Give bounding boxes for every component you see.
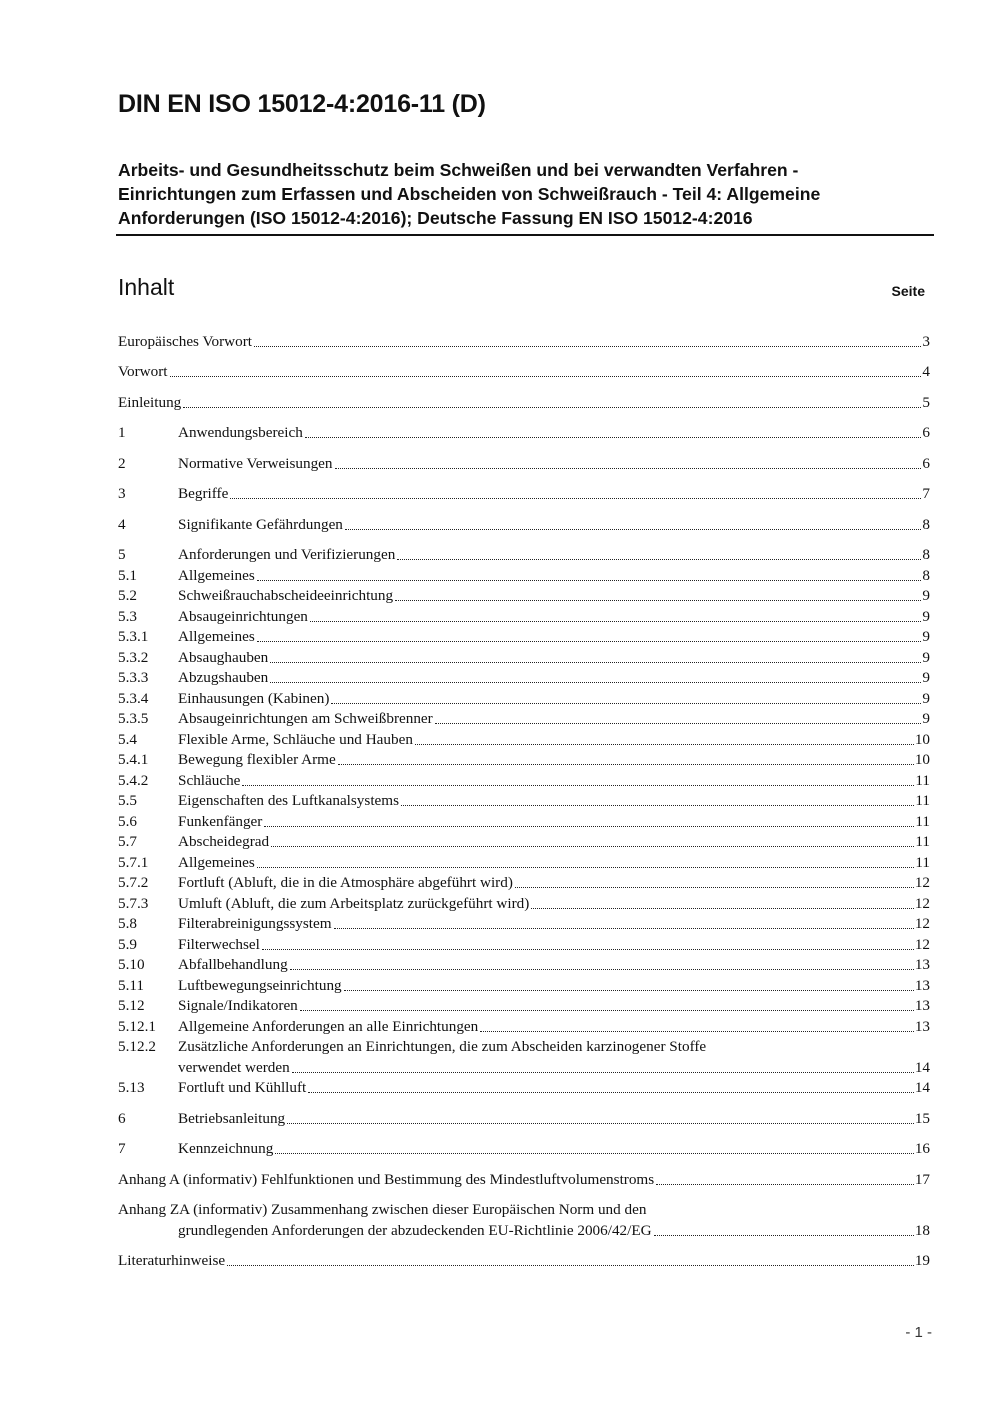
document-id: DIN EN ISO 15012-4:2016-11 (D) — [118, 90, 486, 118]
toc-entry[interactable] — [118, 667, 930, 688]
toc-entry[interactable] — [118, 749, 930, 770]
toc-entry-number: 6 — [118, 1109, 126, 1127]
toc-entry-number: 5.12 — [118, 997, 145, 1014]
toc-entry-page: 11 — [915, 833, 930, 850]
toc-entry-page: 16 — [914, 1140, 930, 1157]
toc-entry[interactable] — [118, 1250, 930, 1271]
page-number: - 1 - — [905, 1324, 932, 1341]
toc-entry-page: 6 — [922, 424, 930, 441]
toc-entry-label: Abscheidegrad — [178, 833, 270, 850]
toc-entry[interactable] — [118, 851, 930, 872]
toc-entry-number: 5 — [118, 546, 126, 563]
toc-entry-number: 5.4.2 — [118, 771, 149, 789]
toc-entry-label: Anhang A (informativ) Fehlfunktionen und Bestimmung des Mindestluftvolumenstroms — [118, 1170, 655, 1188]
toc-entry-label-continued: grundlegenden Anforderungen der abzudeckenden EU-Richtlinie 2006/42/EG — [178, 1221, 652, 1239]
toc-dot-leader — [654, 1235, 914, 1236]
toc-entry-label: Literaturhinweise — [118, 1252, 226, 1269]
toc-entry-label: Signifikante Gefährdungen — [178, 515, 343, 533]
toc-entry-page: 11 — [915, 812, 930, 830]
toc-entry[interactable] — [118, 687, 930, 708]
toc-entry[interactable] — [118, 544, 930, 565]
toc-dot-leader — [275, 1153, 914, 1154]
toc-entry[interactable] — [118, 974, 930, 995]
toc-entry-label: Absaugeinrichtungen am Schweißbrenner — [178, 710, 433, 727]
toc-entry[interactable] — [118, 483, 930, 504]
toc-entry-page: 13 — [914, 1017, 930, 1035]
toc-entry-number: 5.3.4 — [118, 689, 149, 707]
toc-dot-leader — [305, 437, 922, 438]
toc-entry-label: Abzugshauben — [178, 669, 269, 686]
toc-entry-page: 8 — [922, 546, 930, 563]
toc-entry-page: 8 — [922, 566, 930, 584]
toc-entry-page: 9 — [922, 607, 930, 625]
toc-entry-label: Bewegung flexibler Arme — [178, 751, 336, 768]
toc-entry-label: Betriebsanleitung — [178, 1109, 286, 1127]
toc-entry[interactable] — [118, 391, 930, 412]
toc-entry[interactable] — [118, 810, 930, 831]
toc-entry-label: Luftbewegungseinrichtung — [178, 976, 342, 994]
toc-entry[interactable] — [118, 1077, 930, 1098]
toc-entry[interactable] — [118, 913, 930, 934]
toc-entry-number: 7 — [118, 1140, 126, 1157]
toc-entry-label: Eigenschaften des Luftkanalsystems — [178, 792, 399, 809]
toc-entry[interactable] — [118, 1168, 930, 1189]
toc-entry-page: 18 — [914, 1221, 930, 1239]
toc-entry-label: Fortluft (Abluft, die in die Atmosphäre abgeführt wird) — [178, 874, 513, 891]
toc-entry-label: Normative Verweisungen — [178, 454, 333, 472]
toc-entry-number: 5.2 — [118, 587, 137, 604]
toc-entry-page: 15 — [914, 1109, 930, 1127]
toc-entry-page: 13 — [914, 976, 930, 994]
toc-entry-label: Einhausungen (Kabinen) — [178, 689, 330, 707]
toc-entry[interactable] — [118, 872, 930, 893]
toc-dot-leader — [257, 867, 915, 868]
toc-entry-label: Vorwort — [118, 363, 168, 380]
toc-entry[interactable] — [118, 361, 930, 382]
toc-dot-leader — [270, 682, 921, 683]
toc-entry-page: 10 — [914, 751, 930, 768]
toc-heading: Inhalt — [118, 274, 175, 300]
toc-entry[interactable] — [118, 626, 930, 647]
toc-dot-leader — [271, 846, 914, 847]
toc-entry-number: 5.4.1 — [118, 751, 149, 768]
toc-entry[interactable] — [118, 1138, 930, 1159]
toc-entry[interactable] — [118, 995, 930, 1016]
toc-entry[interactable] — [118, 422, 930, 443]
toc-entry-page: 12 — [914, 874, 930, 891]
toc-entry-label: Funkenfänger — [178, 812, 263, 830]
document-title-line: Anforderungen (ISO 15012-4:2016); Deutsche Fassung EN ISO 15012-4:2016 — [118, 208, 753, 228]
toc-entry-label: Einleitung — [118, 393, 182, 411]
toc-dot-leader — [480, 1031, 914, 1032]
toc-entry-label: Anforderungen und Verifizierungen — [178, 546, 396, 563]
document-title-line: Einrichtungen zum Erfassen und Abscheiden von Schweißrauch - Teil 4: Allgemeine — [118, 184, 821, 204]
toc-entry-number: 5.11 — [118, 976, 145, 994]
toc-entry[interactable] — [118, 769, 930, 790]
toc-dot-leader — [515, 887, 914, 888]
toc-dot-leader — [262, 949, 914, 950]
toc-entry[interactable] — [118, 831, 930, 852]
toc-entry-page: 13 — [914, 956, 930, 973]
toc-dot-leader — [230, 498, 921, 499]
toc-entry-label: Begriffe — [178, 485, 229, 502]
toc-dot-leader — [335, 468, 922, 469]
toc-entry-label: Fortluft und Kühlluft — [178, 1079, 307, 1096]
toc-entry-number: 5.13 — [118, 1079, 145, 1096]
toc-entry-page: 9 — [922, 587, 930, 604]
toc-entry-page: 9 — [922, 689, 930, 707]
toc-entry-number: 5.1 — [118, 566, 137, 584]
toc-entry-label: Kennzeichnung — [178, 1140, 274, 1157]
toc-dot-leader — [257, 641, 922, 642]
toc-entry-page: 12 — [914, 915, 930, 932]
toc-entry[interactable] — [118, 933, 930, 954]
toc-dot-leader — [331, 703, 921, 704]
toc-entry-number: 5.4 — [118, 730, 137, 748]
toc-entry-label: Allgemeines — [178, 566, 255, 584]
toc-dot-leader — [397, 559, 921, 560]
toc-entry-label: Umluft (Abluft, die zum Arbeitsplatz zurückgeführt wird) — [178, 894, 530, 912]
toc-dot-leader — [334, 928, 914, 929]
toc-entry-page: 17 — [914, 1170, 930, 1188]
toc-entry-number: 5.6 — [118, 812, 137, 830]
toc-entry-page: 12 — [914, 894, 930, 912]
toc-entry-page: 9 — [922, 669, 930, 686]
toc-entry-number: 5.3.1 — [118, 628, 149, 645]
toc-entry-number: 5.5 — [118, 792, 137, 809]
toc-entry-number: 5.7.2 — [118, 874, 149, 891]
toc-entry-page: 14 — [914, 1079, 930, 1096]
toc-entry-page: 5 — [922, 393, 930, 411]
toc-dot-leader — [310, 621, 922, 622]
toc-entry-page: 6 — [922, 454, 930, 472]
toc-entry-page: 3 — [922, 332, 930, 350]
toc-entry-page: 13 — [914, 997, 930, 1014]
toc-dot-leader — [308, 1092, 914, 1093]
toc-entry-number: 2 — [118, 454, 126, 472]
toc-entry-number: 3 — [118, 485, 126, 502]
toc-dot-leader — [531, 908, 913, 909]
toc-entry[interactable] — [118, 564, 930, 585]
toc-entry-number: 4 — [118, 515, 126, 533]
toc-entry-label: Filterabreinigungssystem — [178, 915, 332, 932]
toc-dot-leader — [344, 990, 914, 991]
toc-dot-leader — [395, 600, 921, 601]
toc-dot-leader — [170, 376, 922, 377]
toc-entry[interactable] — [118, 330, 930, 351]
toc-entry-number: 5.7.1 — [118, 853, 149, 871]
toc-dot-leader — [254, 346, 921, 347]
toc-dot-leader — [183, 407, 921, 408]
toc-entry-number: 5.3 — [118, 607, 137, 625]
toc-entry-page: 19 — [914, 1252, 930, 1269]
toc-entry-number: 5.3.5 — [118, 710, 149, 727]
toc-entry-label: Allgemeines — [178, 628, 255, 645]
toc-entry-page: 10 — [914, 730, 930, 748]
toc-entry-number: 5.3.3 — [118, 669, 149, 686]
document-title-line: Arbeits- und Gesundheitsschutz beim Schweißen und bei verwandten Verfahren - — [118, 160, 799, 180]
toc-entry-number: 5.9 — [118, 935, 137, 953]
toc-entry-page: 11 — [915, 792, 930, 809]
toc-dot-leader — [656, 1184, 914, 1185]
toc-dot-leader — [338, 764, 914, 765]
toc-entry-page: 11 — [915, 853, 930, 871]
toc-dot-leader — [287, 1123, 914, 1124]
title-divider — [116, 234, 934, 236]
toc-dot-leader — [300, 1010, 914, 1011]
toc-entry-page: 14 — [914, 1058, 930, 1076]
toc-dot-leader — [415, 744, 914, 745]
toc-dot-leader — [257, 580, 922, 581]
toc-entry-page: 11 — [915, 771, 930, 789]
table-of-contents — [118, 330, 930, 1270]
toc-entry-label: Europäisches Vorwort — [118, 332, 252, 350]
toc-entry[interactable] — [118, 708, 930, 729]
toc-entry[interactable] — [118, 452, 930, 473]
toc-entry[interactable] — [118, 585, 930, 606]
toc-entry[interactable] — [118, 1036, 930, 1077]
toc-entry-label: Anhang ZA (informativ) Zusammenhang zwischen dieser Europäischen Norm und den — [118, 1201, 647, 1218]
toc-entry-page: 9 — [922, 710, 930, 727]
toc-entry-number: 5.10 — [118, 956, 145, 973]
toc-entry-page: 12 — [914, 935, 930, 953]
toc-entry-label: Flexible Arme, Schläuche und Hauben — [178, 730, 413, 748]
toc-entry-number: 5.12.2 — [118, 1038, 156, 1055]
toc-entry-label: Absaugeinrichtungen — [178, 607, 308, 625]
toc-entry-number: 1 — [118, 424, 126, 441]
toc-entry-page: 9 — [922, 648, 930, 666]
toc-entry-number: 5.7 — [118, 833, 137, 850]
toc-entry-page: 7 — [922, 485, 930, 502]
toc-dot-leader — [242, 785, 914, 786]
toc-entry[interactable] — [118, 954, 930, 975]
toc-entry-label: Schweißrauchabscheideeinrichtung — [178, 587, 394, 604]
toc-entry[interactable] — [118, 790, 930, 811]
toc-entry-label: Filterwechsel — [178, 935, 260, 953]
toc-dot-leader — [227, 1265, 914, 1266]
toc-entry-number: 5.3.2 — [118, 648, 149, 666]
toc-entry[interactable] — [118, 1199, 930, 1240]
toc-entry-label: Schläuche — [178, 771, 241, 789]
toc-entry-label-continued: verwendet werden — [178, 1058, 290, 1076]
toc-entry[interactable] — [118, 1015, 930, 1036]
toc-entry-label: Absaughauben — [178, 648, 269, 666]
toc-entry-page: 9 — [922, 628, 930, 645]
toc-dot-leader — [270, 662, 921, 663]
toc-entry-label: Signale/Indikatoren — [178, 997, 298, 1014]
toc-entry-number: 5.8 — [118, 915, 137, 932]
toc-entry[interactable] — [118, 605, 930, 626]
page-column-label: Seite — [891, 283, 925, 299]
toc-entry-label: Anwendungsbereich — [178, 424, 303, 441]
toc-dot-leader — [292, 1072, 914, 1073]
toc-entry-page: 4 — [922, 363, 930, 380]
toc-dot-leader — [345, 529, 922, 530]
toc-dot-leader — [435, 723, 922, 724]
toc-dot-leader — [401, 805, 914, 806]
toc-entry[interactable] — [118, 646, 930, 667]
toc-entry[interactable] — [118, 728, 930, 749]
toc-dot-leader — [264, 826, 914, 827]
toc-entry-label: Abfallbehandlung — [178, 956, 288, 973]
toc-dot-leader — [290, 969, 914, 970]
toc-entry[interactable] — [118, 892, 930, 913]
toc-entry-number: 5.12.1 — [118, 1017, 156, 1035]
toc-entry[interactable] — [118, 1107, 930, 1128]
toc-entry-label: Allgemeines — [178, 853, 255, 871]
toc-entry-page: 8 — [922, 515, 930, 533]
toc-entry-label: Zusätzliche Anforderungen an Einrichtungen, die zum Abscheiden karzinogener Stoffe — [178, 1038, 707, 1055]
toc-entry-number: 5.7.3 — [118, 894, 149, 912]
document-title — [118, 158, 933, 230]
toc-entry-label: Allgemeine Anforderungen an alle Einrichtungen — [178, 1017, 479, 1035]
toc-entry[interactable] — [118, 513, 930, 534]
